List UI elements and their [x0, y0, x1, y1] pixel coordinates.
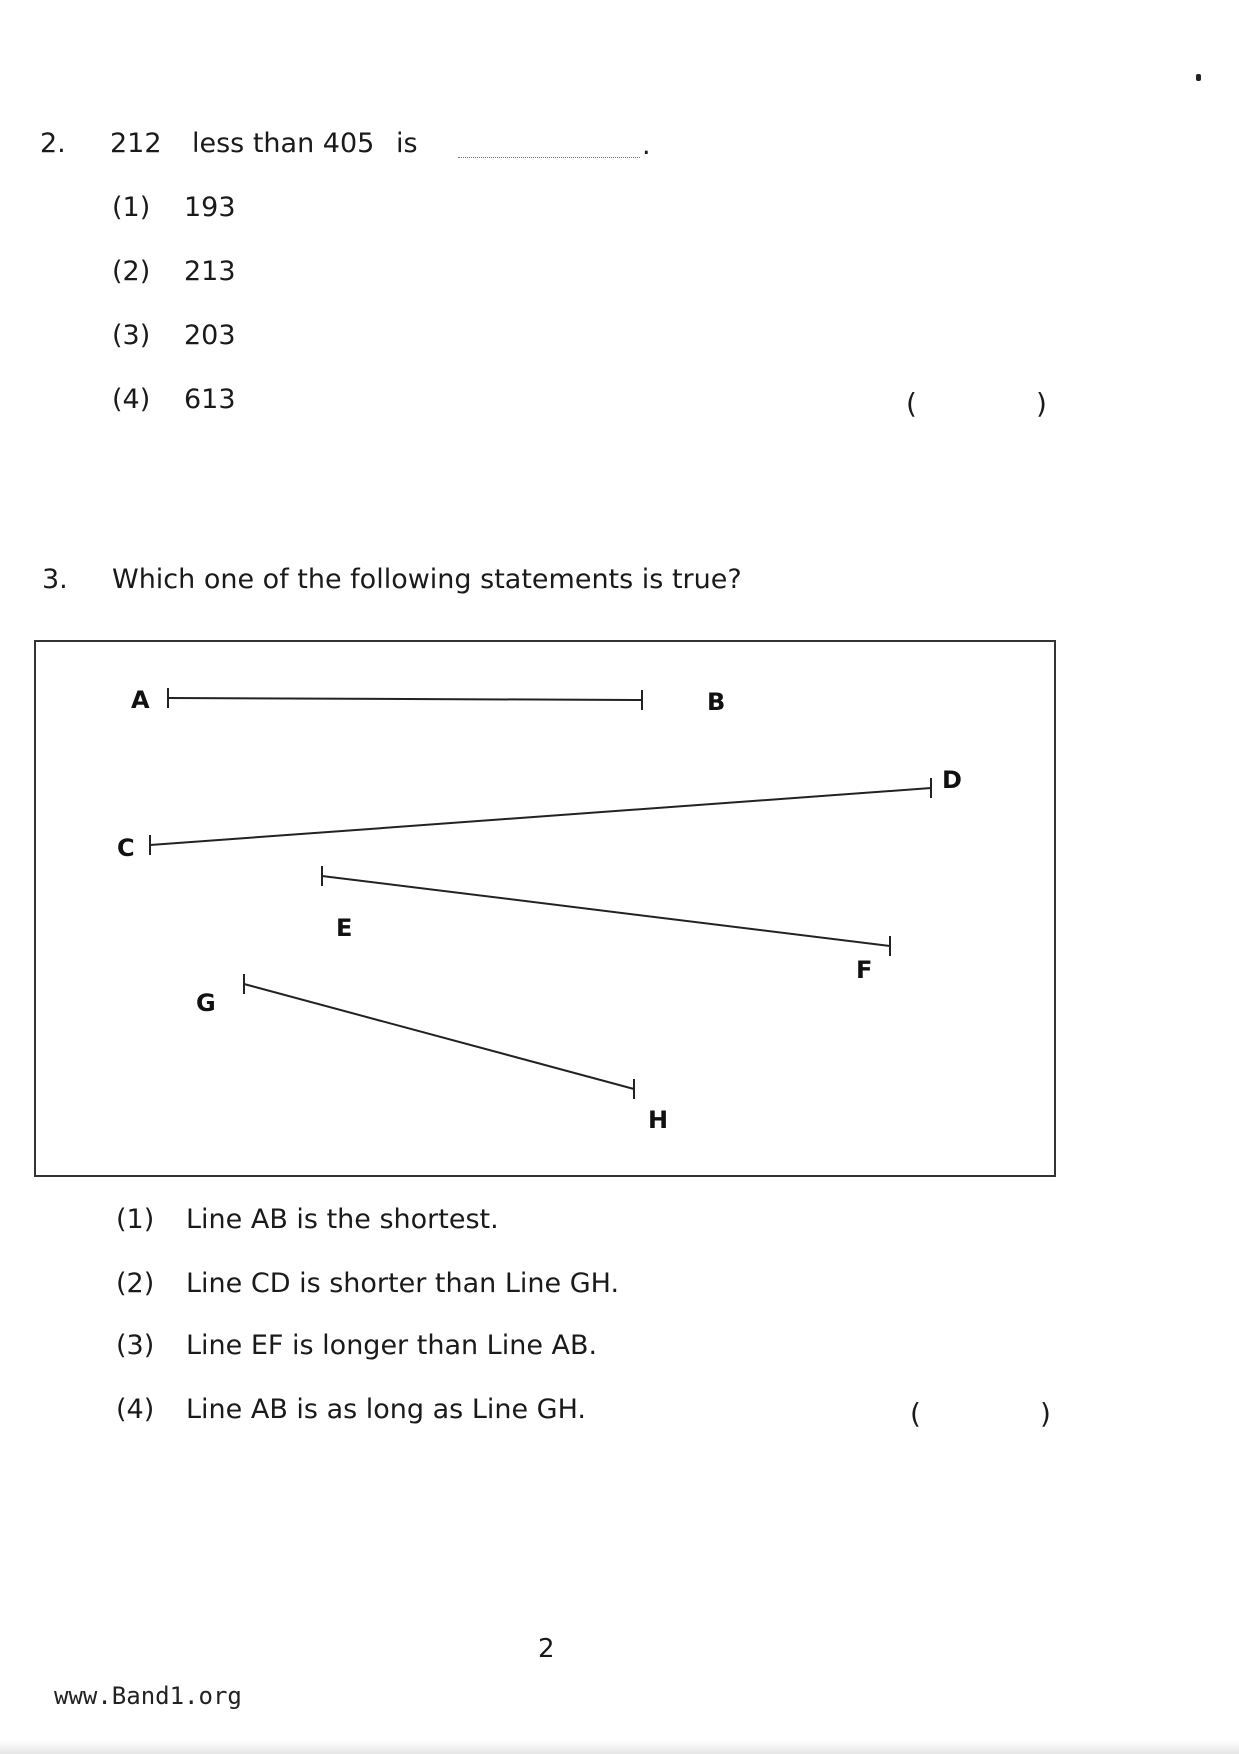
point-label-b: B: [707, 688, 726, 716]
question-2-option-3-label: (3): [112, 320, 151, 351]
question-3-number: 3.: [42, 564, 68, 595]
page-number: 2: [538, 1634, 555, 1664]
scan-speck: [1196, 74, 1201, 81]
question-3-option-3-label: (3): [116, 1330, 155, 1361]
question-2-answer-bracket-close: ): [1036, 387, 1047, 420]
question-2-option-4-label: (4): [112, 384, 151, 415]
segment-ab: [168, 698, 642, 700]
question-3-option-1-text: Line AB is the shortest.: [186, 1204, 499, 1235]
question-2-less-than-text: less than 405: [192, 128, 375, 159]
point-label-g: G: [196, 989, 216, 1017]
question-2-number: 2.: [40, 128, 66, 159]
question-2-is-text: is: [396, 128, 418, 159]
point-label-h: H: [648, 1106, 669, 1134]
question-3-option-1-label: (1): [116, 1204, 155, 1235]
line-segments-figure: [34, 640, 1056, 1177]
segment-ef: [322, 876, 890, 946]
point-label-c: C: [117, 834, 135, 862]
point-label-d: D: [942, 766, 962, 794]
point-label-e: E: [336, 914, 353, 942]
question-3-answer-bracket-open: (: [910, 1397, 921, 1430]
question-2-number-212: 212: [110, 128, 162, 159]
question-3-option-4-label: (4): [116, 1394, 155, 1425]
question-3-option-2-text: Line CD is shorter than Line GH.: [186, 1268, 620, 1299]
question-2-option-4-text: 613: [184, 384, 236, 415]
question-2-option-1-label: (1): [112, 192, 151, 223]
question-2-option-2-text: 213: [184, 256, 236, 287]
question-2-answer-blank: [458, 157, 640, 158]
footer-website: www.Band1.org: [54, 1682, 242, 1710]
line-segments-svg: [36, 642, 1054, 1175]
question-3-option-3-text: Line EF is longer than Line AB.: [186, 1330, 598, 1361]
question-3-text: Which one of the following statements is true?: [112, 564, 742, 595]
segment-gh: [244, 984, 634, 1089]
question-3-option-2-label: (2): [116, 1268, 155, 1299]
point-label-f: F: [856, 956, 873, 984]
question-3-answer-bracket-close: ): [1040, 1397, 1051, 1430]
segment-cd: [150, 788, 931, 845]
point-label-a: A: [131, 686, 150, 714]
scan-bottom-edge: [0, 1740, 1239, 1754]
question-2-end-mark: .: [642, 130, 651, 161]
question-2-option-2-label: (2): [112, 256, 151, 287]
question-2-option-3-text: 203: [184, 320, 236, 351]
question-2-answer-bracket-open: (: [906, 387, 917, 420]
question-3-option-4-text: Line AB is as long as Line GH.: [186, 1394, 587, 1425]
question-2-option-1-text: 193: [184, 192, 236, 223]
